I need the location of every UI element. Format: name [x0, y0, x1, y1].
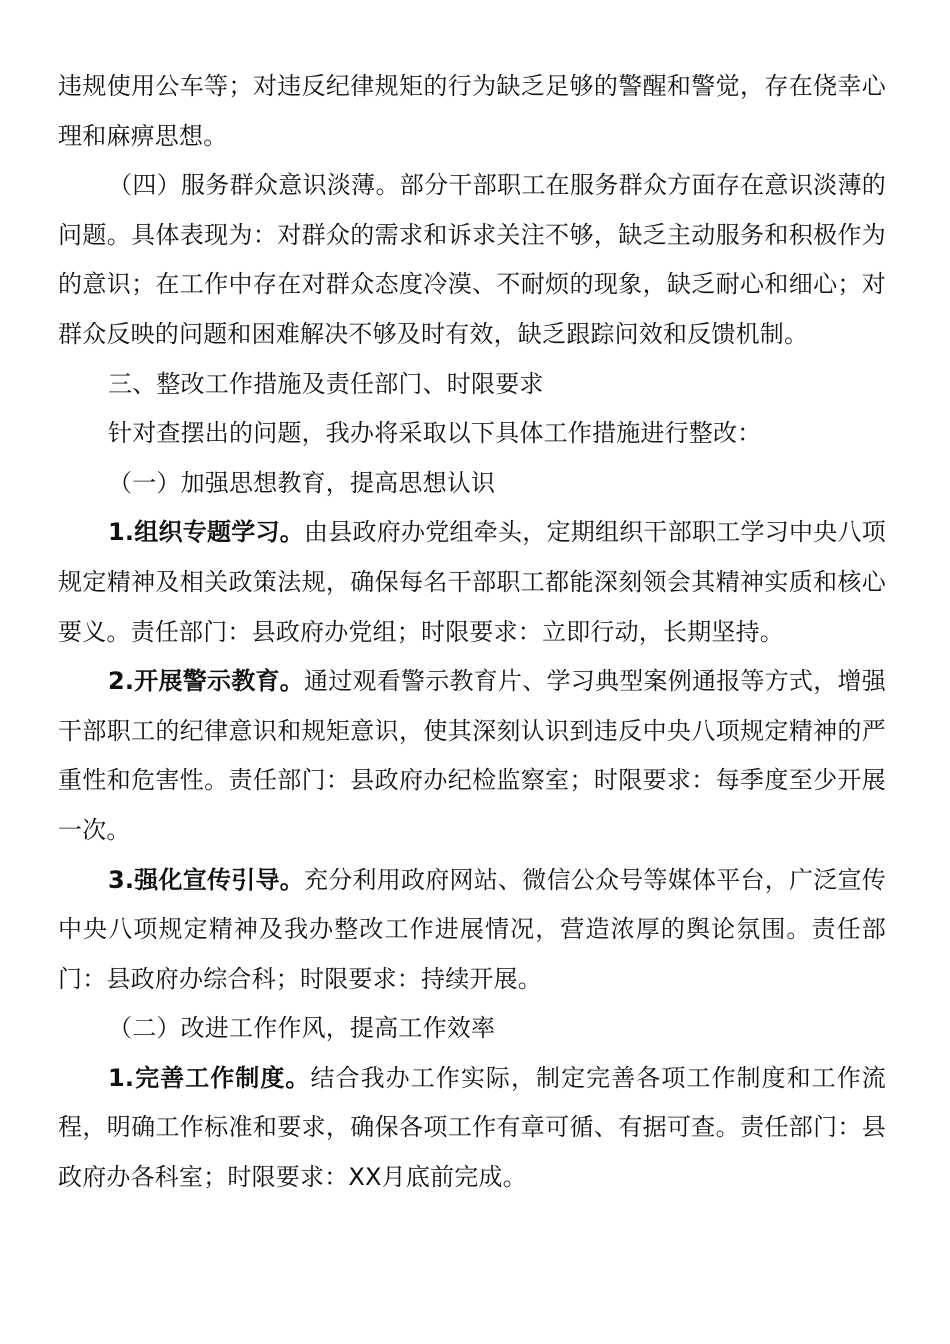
- paragraph-text: 针对查摆出的问题，我办将采取以下具体工作措施进行整改：: [108, 419, 762, 448]
- heading-text: 三、整改工作措施及责任部门、时限要求: [108, 369, 544, 398]
- subheading-work-style: [58, 1004, 886, 1054]
- paragraph-service-awareness: [58, 161, 886, 359]
- item-text: 充分利用政府网站、微信公众号等媒体平台，广泛宣传中央八项规定精神及我办整改工作进展情况，营造浓厚的舆论氛围。责任部门：县政府办综合科；时限要求：持续开展。: [58, 865, 886, 993]
- paragraph-text: 违规使用公车等；对违反纪律规矩的行为缺乏足够的警醒和警觉，存在侥幸心理和麻痹思想。: [58, 72, 886, 150]
- item-improve-system: [58, 1054, 886, 1203]
- paragraph-intro-measures: [58, 409, 886, 459]
- item-text: 结合我办工作实际，制定完善各项工作制度和工作流程，明确工作标准和要求，确保各项工作有章可循、有据可查。责任部门：县政府办各科室；时限要求：XX月底前完成。: [58, 1063, 886, 1192]
- item-organize-study: [58, 508, 886, 657]
- paragraph-text: （四）服务群众意识淡薄。部分干部职工在服务群众方面存在意识淡薄的问题。具体表现为：对群众的需求和诉求关注不够，缺乏主动服务和积极作为的意识；在工作中存在对群众态度冷漠、不耐烦的现象，缺乏耐心和细心；对群众反映的问题和困难解决不够及时有效，缺乏跟踪问效和反馈机制。: [58, 171, 886, 348]
- subheading-text: （一）加强思想教育，提高思想认识: [108, 468, 496, 497]
- item-lead-bold: 1.组织专题学习。: [108, 518, 305, 547]
- paragraph-violation-continuation: [58, 62, 886, 161]
- item-lead-bold: 2.开展警示教育。: [108, 667, 305, 696]
- item-text: 由县政府办党组牵头，定期组织干部职工学习中央八项规定精神及相关政策法规，确保每名干部职工都能深刻领会其精神实质和核心要义。责任部门：县政府办党组；时限要求：立即行动，长期坚持。: [58, 518, 886, 646]
- subheading-thought-education: [58, 459, 886, 509]
- subheading-text: （二）改进工作作风，提高工作效率: [108, 1014, 496, 1043]
- section-heading-rectification: [58, 360, 886, 410]
- item-lead-bold: 1.完善工作制度。: [108, 1063, 311, 1092]
- item-text: 通过观看警示教育片、学习典型案例通报等方式，增强干部职工的纪律意识和规矩意识，使其深刻认识到违反中央八项规定精神的严重性和危害性。责任部门：县政府办纪检监察室；时限要求：每季度至少开展一次。: [58, 667, 886, 844]
- item-publicity: [58, 856, 886, 1005]
- item-lead-bold: 3.强化宣传引导。: [108, 865, 305, 894]
- item-warning-education: [58, 657, 886, 855]
- document-page: [58, 62, 886, 1203]
